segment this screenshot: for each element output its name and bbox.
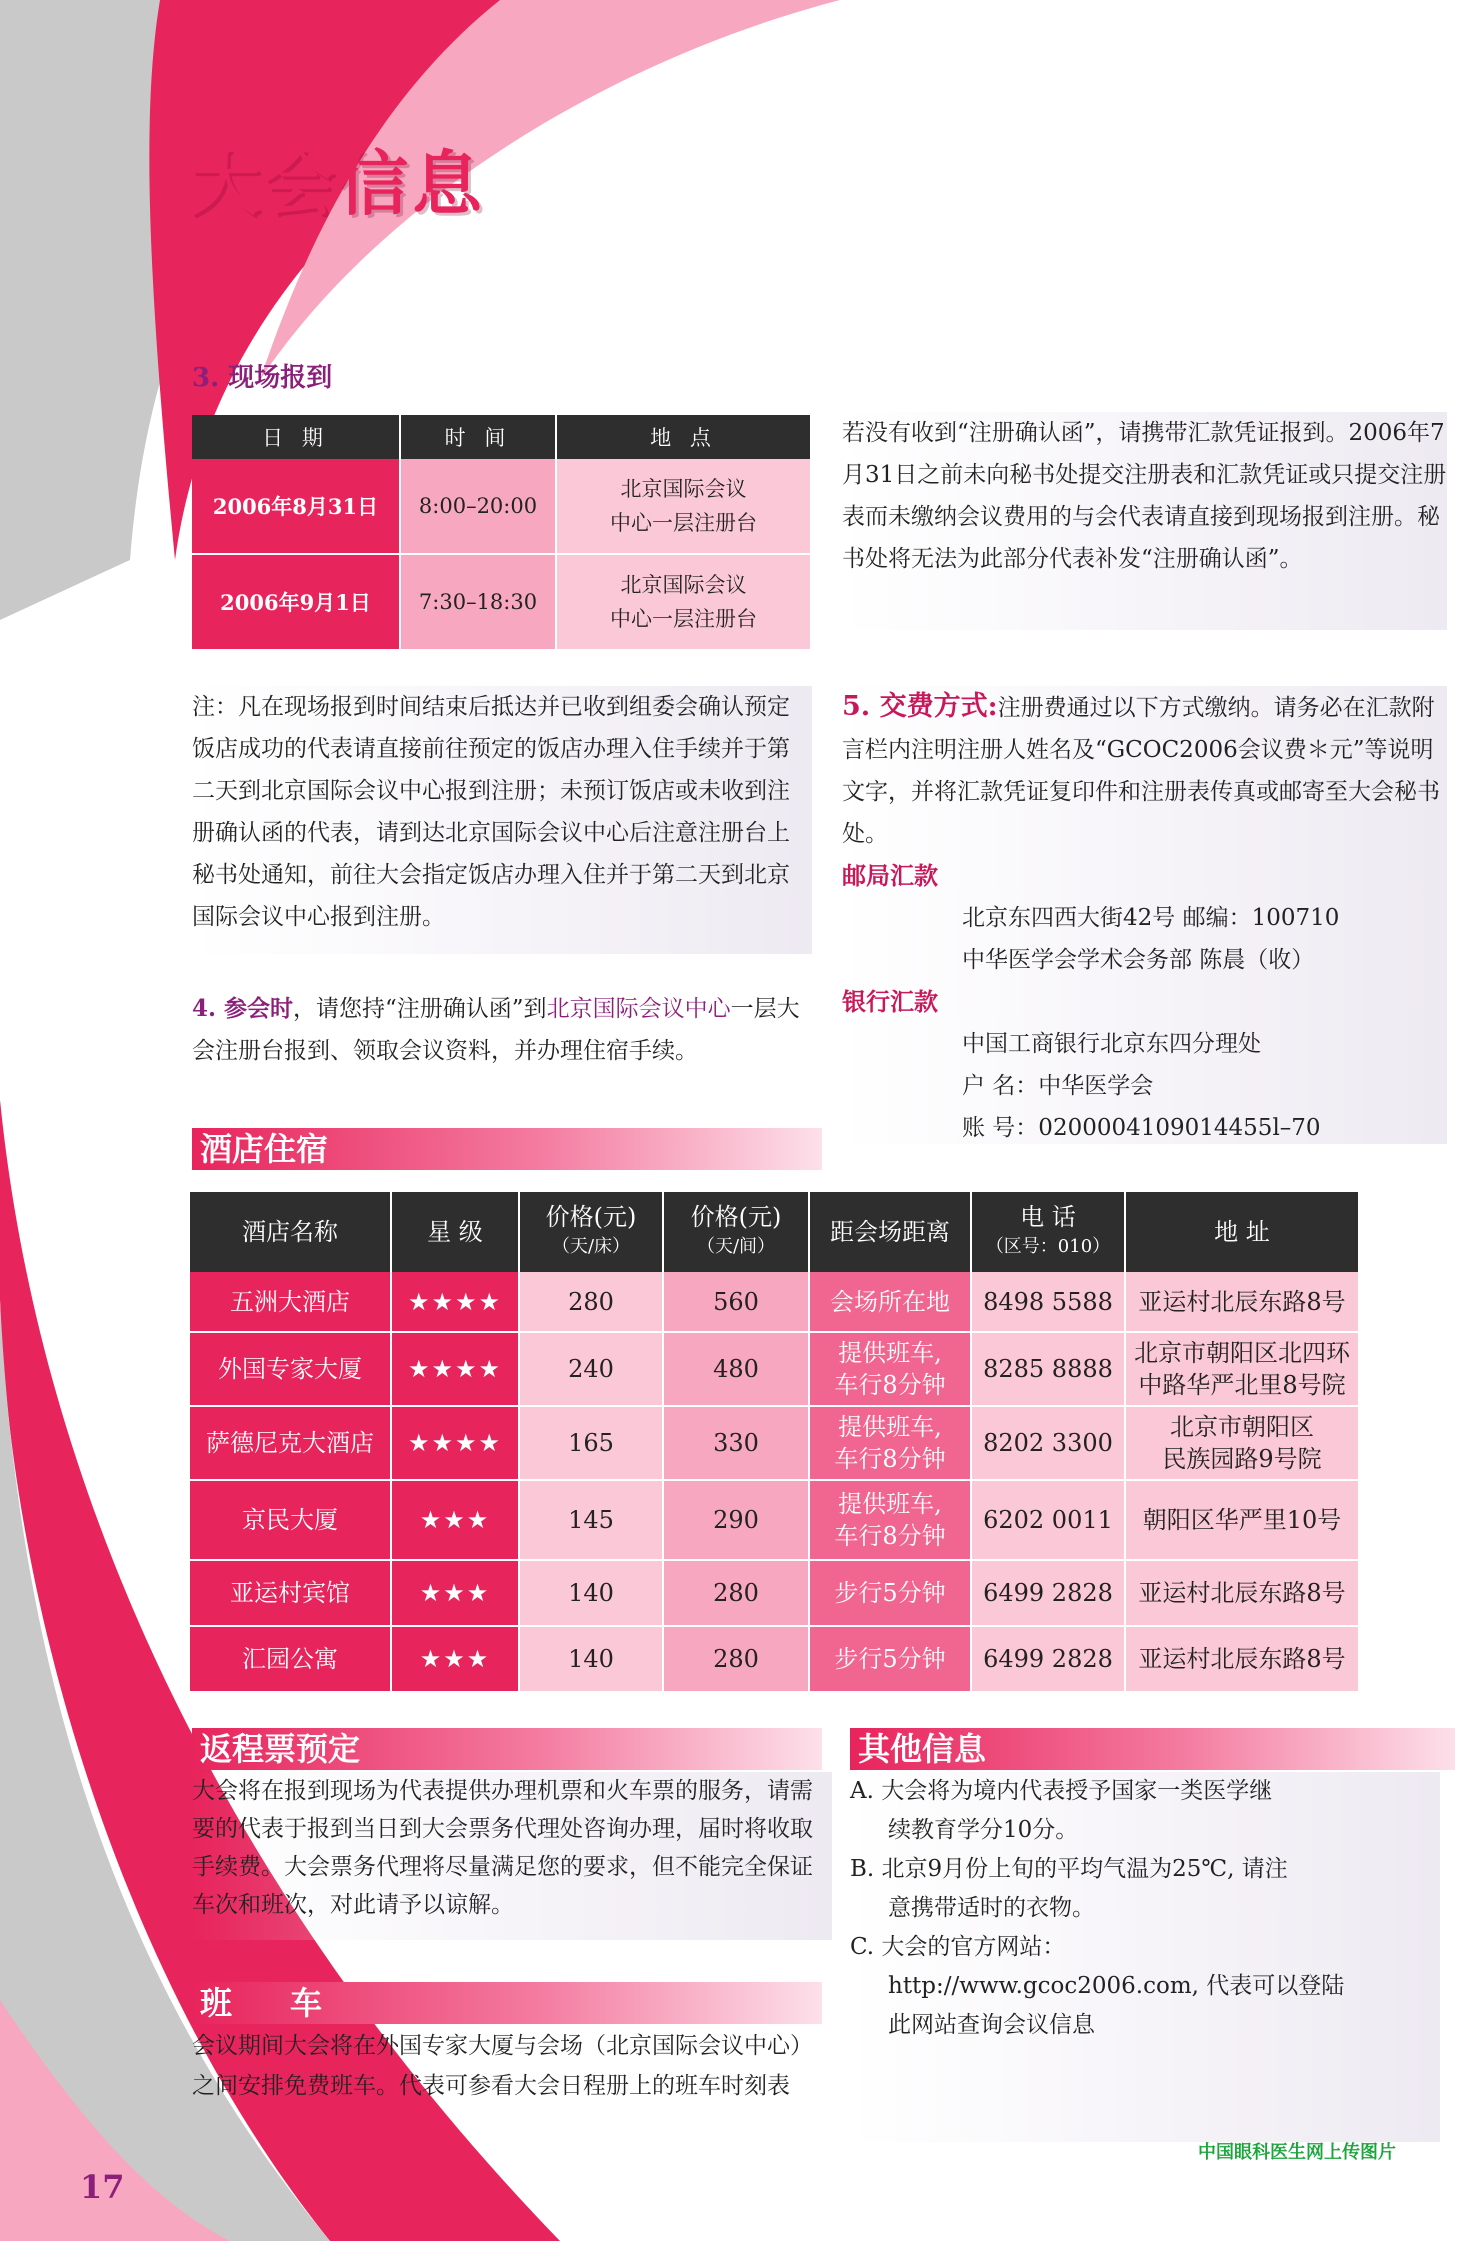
hotel-name-text: 京民大厦 <box>242 1506 338 1534</box>
hotel-phone <box>971 1560 1125 1626</box>
hotel-address-text: 亚运村北辰东路8号 <box>1138 1287 1346 1316</box>
hotel-name-text: 汇园公寓 <box>242 1645 338 1673</box>
registration-heading: 3. 现场报到 <box>192 363 333 393</box>
hotel-name <box>190 1480 391 1560</box>
phone-sub: （区号：010） <box>985 1236 1111 1257</box>
hotel-price-room <box>663 1406 809 1480</box>
attend-paragraph <box>192 988 822 1072</box>
other-item-b-cont: 意携带适时的衣物。 <box>888 1895 1095 1921</box>
reg-place-line2: 中心一层注册台 <box>610 511 757 535</box>
shuttle-text: 会议期间大会将在外国专家大厦与会场（北京国际会议中心）之间安排免费班车。代表可参看大会日程册上的班车时刻表 <box>192 2033 813 2099</box>
hotel-stars <box>391 1332 519 1406</box>
hotel-name-text: 五洲大酒店 <box>230 1287 350 1316</box>
website-link[interactable]: http://www.gcoc2006.com, 代表可以登陆 <box>888 1973 1345 1999</box>
reg-header-place: 地 点 <box>556 415 811 459</box>
other-item-c-cont: 此网站查询会议信息 <box>888 2012 1095 2038</box>
hotel-table <box>190 1192 1360 1693</box>
price-room-unit: （天/间） <box>696 1236 776 1257</box>
hotel-header-name: 酒店名称 <box>190 1192 391 1272</box>
hotel-phone <box>971 1406 1125 1480</box>
hotel-name-text: 萨德尼克大酒店 <box>206 1429 374 1457</box>
hotel-price-bed <box>519 1626 663 1692</box>
attend-text-b: 一层大会注册台报到、领取会议资料，并办理住宿手续。 <box>192 996 800 1064</box>
hotel-distance-text: 车行8分钟 <box>834 1522 946 1550</box>
reg-time: 7:30–18:30 <box>400 554 556 650</box>
hotel-header-phone <box>971 1192 1125 1272</box>
reg-place <box>556 554 811 650</box>
hotel-price-room <box>663 1332 809 1406</box>
reg-place <box>556 459 811 554</box>
hotel-stars-text: ★★★ <box>419 1506 491 1534</box>
hotel-price-room-text: 330 <box>713 1429 759 1457</box>
other-info-heading: 其他信息 <box>850 1728 1455 1770</box>
hotel-header-price-room <box>663 1192 809 1272</box>
reg-place-line1: 北京国际会议 <box>620 477 747 501</box>
hotel-stars-text: ★★★★ <box>407 1355 503 1383</box>
other-item-b: B. 北京9月份上旬的平均气温为25℃, 请注 <box>850 1856 1288 1882</box>
hotel-distance <box>809 1406 971 1480</box>
table-row <box>190 1626 1359 1692</box>
hotel-distance <box>809 1626 971 1692</box>
hotel-phone <box>971 1480 1125 1560</box>
payment-section <box>842 686 1447 1144</box>
hotel-distance <box>809 1332 971 1406</box>
hotel-stars <box>391 1480 519 1560</box>
hotel-name-text: 外国专家大厦 <box>218 1355 362 1383</box>
hotel-name <box>190 1626 391 1692</box>
price-room-label: 价格(元) <box>690 1203 782 1231</box>
hotel-stars <box>391 1406 519 1480</box>
bank-line2: 户 名：中华医学会 <box>962 1073 1154 1099</box>
payment-intro-block <box>842 686 1447 855</box>
hotel-address-text: 亚运村北辰东路8号 <box>1138 1579 1346 1607</box>
hotel-heading: 酒店住宿 <box>192 1128 822 1170</box>
registration-note: 注：凡在现场报到时间结束后抵达并已收到组委会确认预定饭店成功的代表请直接前往预定的饭店办理入住手续并于第二天到北京国际会议中心报到注册；未预订饭店或未收到注册确认函的代表，请到达北京国际会议中心后注意注册台上秘书处通知，前往大会指定饭店办理入住并于第二天到北京国际会议中心报到注册。 <box>192 686 812 954</box>
hotel-phone <box>971 1332 1125 1406</box>
hotel-name <box>190 1560 391 1626</box>
hotel-distance <box>809 1272 971 1332</box>
hotel-price-bed-text: 280 <box>568 1287 614 1316</box>
attend-text-a: ，请您持“注册确认函”到 <box>293 996 547 1022</box>
hotel-phone-text: 6499 2828 <box>983 1579 1113 1607</box>
attend-heading: 4. 参会时 <box>192 995 294 1022</box>
hotel-phone-text: 8498 5588 <box>983 1287 1113 1316</box>
hotel-price-bed <box>519 1560 663 1626</box>
table-row <box>192 459 811 554</box>
page-title: 大会信息 <box>190 142 486 225</box>
hotel-header-distance: 距会场距离 <box>809 1192 971 1272</box>
hotel-phone-text: 8285 8888 <box>983 1355 1113 1383</box>
other-info-section <box>850 1772 1440 2142</box>
hotel-stars-text: ★★★ <box>419 1645 491 1673</box>
hotel-distance-text: 提供班车, <box>838 1339 942 1367</box>
registration-right-text: 若没有收到“注册确认函”，请携带汇款凭证报到。2006年7月31日之前未向秘书处提交注册表和汇款凭证或只提交注册表而未缴纳会议费用的与会代表请直接到现场报到注册。秘书处将无法为此部分代表补发“注册确认函”。 <box>842 412 1447 630</box>
table-row <box>190 1332 1359 1406</box>
hotel-stars <box>391 1272 519 1332</box>
hotel-phone-text: 6499 2828 <box>983 1645 1113 1673</box>
post-heading: 邮局汇款 <box>842 861 938 890</box>
hotel-price-bed-text: 145 <box>568 1506 614 1534</box>
hotel-price-room <box>663 1626 809 1692</box>
hotel-phone <box>971 1272 1125 1332</box>
phone-label: 电 话 <box>1020 1203 1076 1231</box>
reg-place-line1: 北京国际会议 <box>620 573 747 597</box>
table-row <box>192 554 811 650</box>
hotel-price-bed-text: 140 <box>568 1645 614 1673</box>
hotel-name-text: 亚运村宾馆 <box>230 1579 350 1607</box>
hotel-header-stars: 星 级 <box>391 1192 519 1272</box>
hotel-phone-text: 8202 3300 <box>983 1429 1113 1457</box>
table-row <box>190 1560 1359 1626</box>
hotel-name <box>190 1332 391 1406</box>
hotel-address <box>1125 1480 1359 1560</box>
hotel-stars-text: ★★★ <box>419 1579 491 1607</box>
hotel-address <box>1125 1272 1359 1332</box>
hotel-address <box>1125 1626 1359 1692</box>
other-item-a-cont: 续教育学分10分。 <box>888 1817 1079 1843</box>
hotel-price-room <box>663 1480 809 1560</box>
price-bed-unit: （天/床） <box>551 1236 631 1257</box>
hotel-price-bed-text: 240 <box>568 1355 614 1383</box>
hotel-name <box>190 1272 391 1332</box>
hotel-stars-text: ★★★★ <box>407 1429 503 1457</box>
hotel-distance <box>809 1480 971 1560</box>
hotel-address-text: 中路华严北里8号院 <box>1138 1371 1346 1399</box>
payment-heading: 5. 交费方式: <box>842 691 998 722</box>
other-item-a: A. 大会将为境内代表授予国家一类医学继 <box>850 1778 1273 1804</box>
hotel-distance-text: 车行8分钟 <box>834 1445 946 1473</box>
hotel-distance-text: 提供班车, <box>838 1413 942 1441</box>
return-ticket-text: 大会将在报到现场为代表提供办理机票和火车票的服务，请需要的代表于报到当日到大会票务代理处咨询办理，届时将收取手续费。大会票务代理将尽量满足您的要求，但不能完全保证车次和班次，对此请予以谅解。 <box>192 1772 832 1940</box>
hotel-address-text: 民族园路9号院 <box>1162 1445 1322 1473</box>
hotel-price-room <box>663 1560 809 1626</box>
hotel-price-bed <box>519 1272 663 1332</box>
hotel-address <box>1125 1332 1359 1406</box>
hotel-address-text: 北京市朝阳区北四环 <box>1134 1339 1350 1367</box>
return-ticket-heading: 返程票预定 <box>192 1728 822 1770</box>
hotel-price-bed <box>519 1406 663 1480</box>
hotel-header-price-bed <box>519 1192 663 1272</box>
table-row <box>190 1406 1359 1480</box>
hotel-distance-text: 车行8分钟 <box>834 1371 946 1399</box>
hotel-distance-text: 提供班车, <box>838 1490 942 1518</box>
hotel-distance <box>809 1560 971 1626</box>
shuttle-heading: 班车 <box>192 1982 822 2024</box>
hotel-price-bed-text: 165 <box>568 1429 614 1457</box>
payment-intro: 注册费通过以下方式缴纳。请务必在汇款附言栏内注明注册人姓名及“GCOC2006会议费＊元”等说明文字，并将汇款凭证复印件和注册表传真或邮寄至大会秘书处。 <box>842 695 1440 847</box>
hotel-phone <box>971 1626 1125 1692</box>
table-row <box>190 1480 1359 1560</box>
hotel-distance-text: 步行5分钟 <box>834 1579 946 1607</box>
hotel-price-room-text: 560 <box>713 1287 759 1316</box>
hotel-price-room-text: 480 <box>713 1355 759 1383</box>
reg-date: 2006年8月31日 <box>192 459 400 554</box>
other-item-c: C. 大会的官方网站： <box>850 1934 1066 1960</box>
hotel-price-room-text: 280 <box>713 1579 759 1607</box>
hotel-stars <box>391 1560 519 1626</box>
post-line2: 中华医学会学术会务部 陈晨（收） <box>962 947 1315 973</box>
table-row <box>190 1272 1359 1332</box>
hotel-price-bed-text: 140 <box>568 1579 614 1607</box>
attend-highlight: 北京国际会议中心 <box>546 996 731 1022</box>
bank-line3: 账 号：0200004109014455l–70 <box>962 1115 1321 1141</box>
hotel-price-room-text: 290 <box>713 1506 759 1534</box>
hotel-address-text: 北京市朝阳区 <box>1170 1413 1314 1441</box>
hotel-address <box>1125 1560 1359 1626</box>
reg-place-line2: 中心一层注册台 <box>610 607 757 631</box>
hotel-price-room-text: 280 <box>713 1645 759 1673</box>
credit-text: 中国眼科医生网上传图片 <box>1198 2142 1396 2163</box>
hotel-address-text: 朝阳区华严里10号 <box>1142 1506 1342 1534</box>
hotel-address-text: 亚运村北辰东路8号 <box>1138 1645 1346 1673</box>
post-line1: 北京东四西大街42号 邮编：100710 <box>962 905 1340 931</box>
reg-time: 8:00–20:00 <box>400 459 556 554</box>
hotel-price-bed <box>519 1480 663 1560</box>
page-number: 17 <box>80 2168 125 2206</box>
hotel-name <box>190 1406 391 1480</box>
bank-heading: 银行汇款 <box>842 987 938 1016</box>
hotel-distance-text: 会场所在地 <box>830 1287 950 1316</box>
hotel-price-room <box>663 1272 809 1332</box>
bank-line1: 中国工商银行北京东四分理处 <box>962 1031 1261 1057</box>
reg-header-time: 时 间 <box>400 415 556 459</box>
hotel-stars-text: ★★★★ <box>407 1287 503 1316</box>
hotel-price-bed <box>519 1332 663 1406</box>
registration-table <box>192 415 812 651</box>
reg-date: 2006年9月1日 <box>192 554 400 650</box>
hotel-phone-text: 6202 0011 <box>983 1506 1113 1534</box>
price-bed-label: 价格(元) <box>545 1203 637 1231</box>
reg-header-date: 日 期 <box>192 415 400 459</box>
hotel-header-address: 地 址 <box>1125 1192 1359 1272</box>
hotel-distance-text: 步行5分钟 <box>834 1645 946 1673</box>
hotel-stars <box>391 1626 519 1692</box>
hotel-address <box>1125 1406 1359 1480</box>
